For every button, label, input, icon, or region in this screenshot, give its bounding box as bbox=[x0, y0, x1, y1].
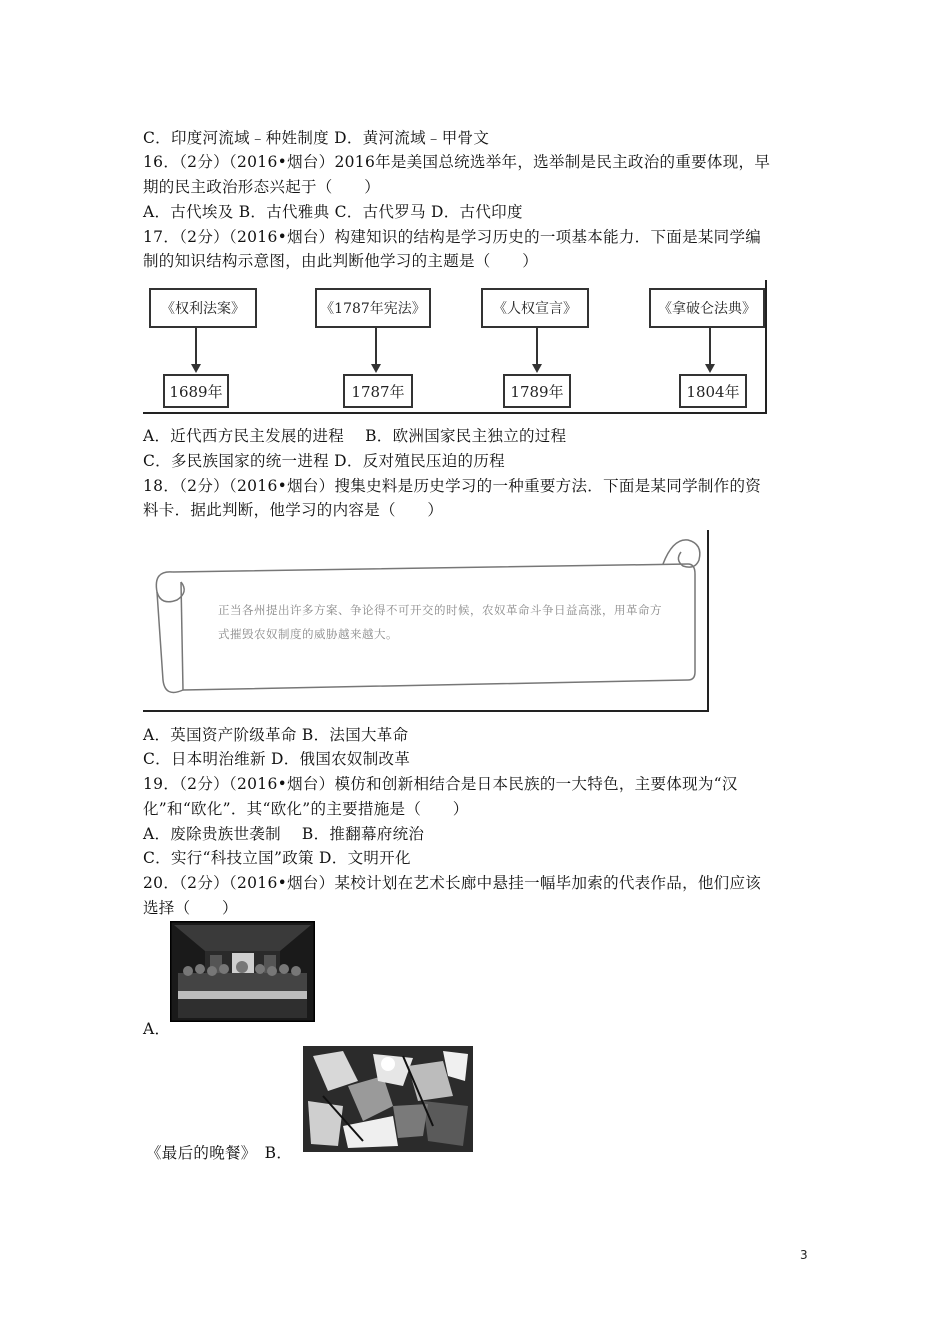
q20-stem-line2: 选择（ ） bbox=[143, 899, 238, 917]
arrow-line bbox=[536, 326, 538, 366]
document-box-declaration-rights: 《人权宣言》 bbox=[481, 288, 589, 328]
q20-stem-line1: 20．（2分）（2016•烟台）某校计划在艺术长廊中悬挂一幅毕加索的代表作品，他们应该 bbox=[143, 874, 762, 892]
page-number: 3 bbox=[800, 1248, 808, 1262]
arrow-head bbox=[532, 364, 542, 373]
document-box-bill-of-rights: 《权利法案》 bbox=[149, 288, 257, 328]
arrow-head bbox=[191, 364, 201, 373]
q17-options-line2: C．多民族国家的统一进程 D．反对殖民压迫的历程 bbox=[143, 452, 505, 470]
arrow-head bbox=[705, 364, 715, 373]
q19-options-line1: A．废除贵族世袭制 B．推翻幕府统治 bbox=[143, 825, 425, 843]
arrow-line bbox=[709, 326, 711, 366]
q16-stem-line1: 16．（2分）（2016•烟台）2016年是美国总统选举年，选举制是民主政治的重要体现，早 bbox=[143, 153, 771, 171]
arrow-line bbox=[195, 326, 197, 366]
material-card-text: 正当各州提出许多方案、争论得不可开交的时候，农奴革命斗争日益高涨，用革命方式摧毁农奴制度的威胁越来越大。 bbox=[218, 603, 662, 641]
q20-option-a-label: A． bbox=[143, 1020, 171, 1038]
year-box-1789: 1789年 bbox=[503, 374, 571, 408]
q19-stem-line2: 化”和“欧化”．其“欧化”的主要措施是（ ） bbox=[143, 800, 469, 818]
document-box-1787-constitution: 《1787年宪法》 bbox=[315, 288, 431, 328]
material-card-scroll bbox=[143, 530, 709, 712]
q18-stem-line1: 18．（2分）（2016•烟台）搜集史料是历史学习的一种重要方法．下面是某同学制作的资 bbox=[143, 477, 762, 495]
year-box-1689: 1689年 bbox=[163, 374, 229, 408]
year-box-1804: 1804年 bbox=[679, 374, 747, 408]
q18-options-line1: A．英国资产阶级革命 B．法国大革命 bbox=[143, 726, 409, 744]
q16-options: A．古代埃及 B．古代雅典 C．古代罗马 D．古代印度 bbox=[143, 203, 523, 221]
q19-stem-line1: 19．（2分）（2016•烟台）模仿和创新相结合是日本民族的一大特色，主要体现为“汉 bbox=[143, 775, 738, 793]
q17-options-line1: A．近代西方民主发展的进程 B．欧洲国家民主独立的过程 bbox=[143, 427, 567, 445]
painting-guernica-image bbox=[303, 1046, 473, 1152]
painting-last-supper-image bbox=[170, 921, 315, 1022]
arrow-head bbox=[371, 364, 381, 373]
q17-stem-line1: 17．（2分）（2016•烟台）构建知识的结构是学习历史的一项基本能力．下面是某同学编 bbox=[143, 228, 762, 246]
q19-options-line2: C．实行“科技立国”政策 D．文明开化 bbox=[143, 849, 411, 867]
arrow-line bbox=[375, 326, 377, 366]
q18-options-line2: C．日本明治维新 D．俄国农奴制改革 bbox=[143, 750, 411, 768]
q16-stem-line2: 期的民主政治形态兴起于（ ） bbox=[143, 178, 381, 196]
document-box-napoleonic-code: 《拿破仑法典》 bbox=[649, 288, 765, 328]
q20-caption-a-and-option-b: 《最后的晚餐》 B． bbox=[146, 1144, 293, 1162]
q15-options: C．印度河流域﹣种姓制度 D．黄河流域﹣甲骨文 bbox=[143, 129, 490, 147]
knowledge-structure-diagram bbox=[143, 280, 767, 414]
q18-stem-line2: 料卡．据此判断，他学习的内容是（ ） bbox=[143, 501, 444, 519]
year-box-1787: 1787年 bbox=[343, 374, 413, 408]
q17-stem-line2: 制的知识结构示意图，由此判断他学习的主题是（ ） bbox=[143, 252, 539, 270]
